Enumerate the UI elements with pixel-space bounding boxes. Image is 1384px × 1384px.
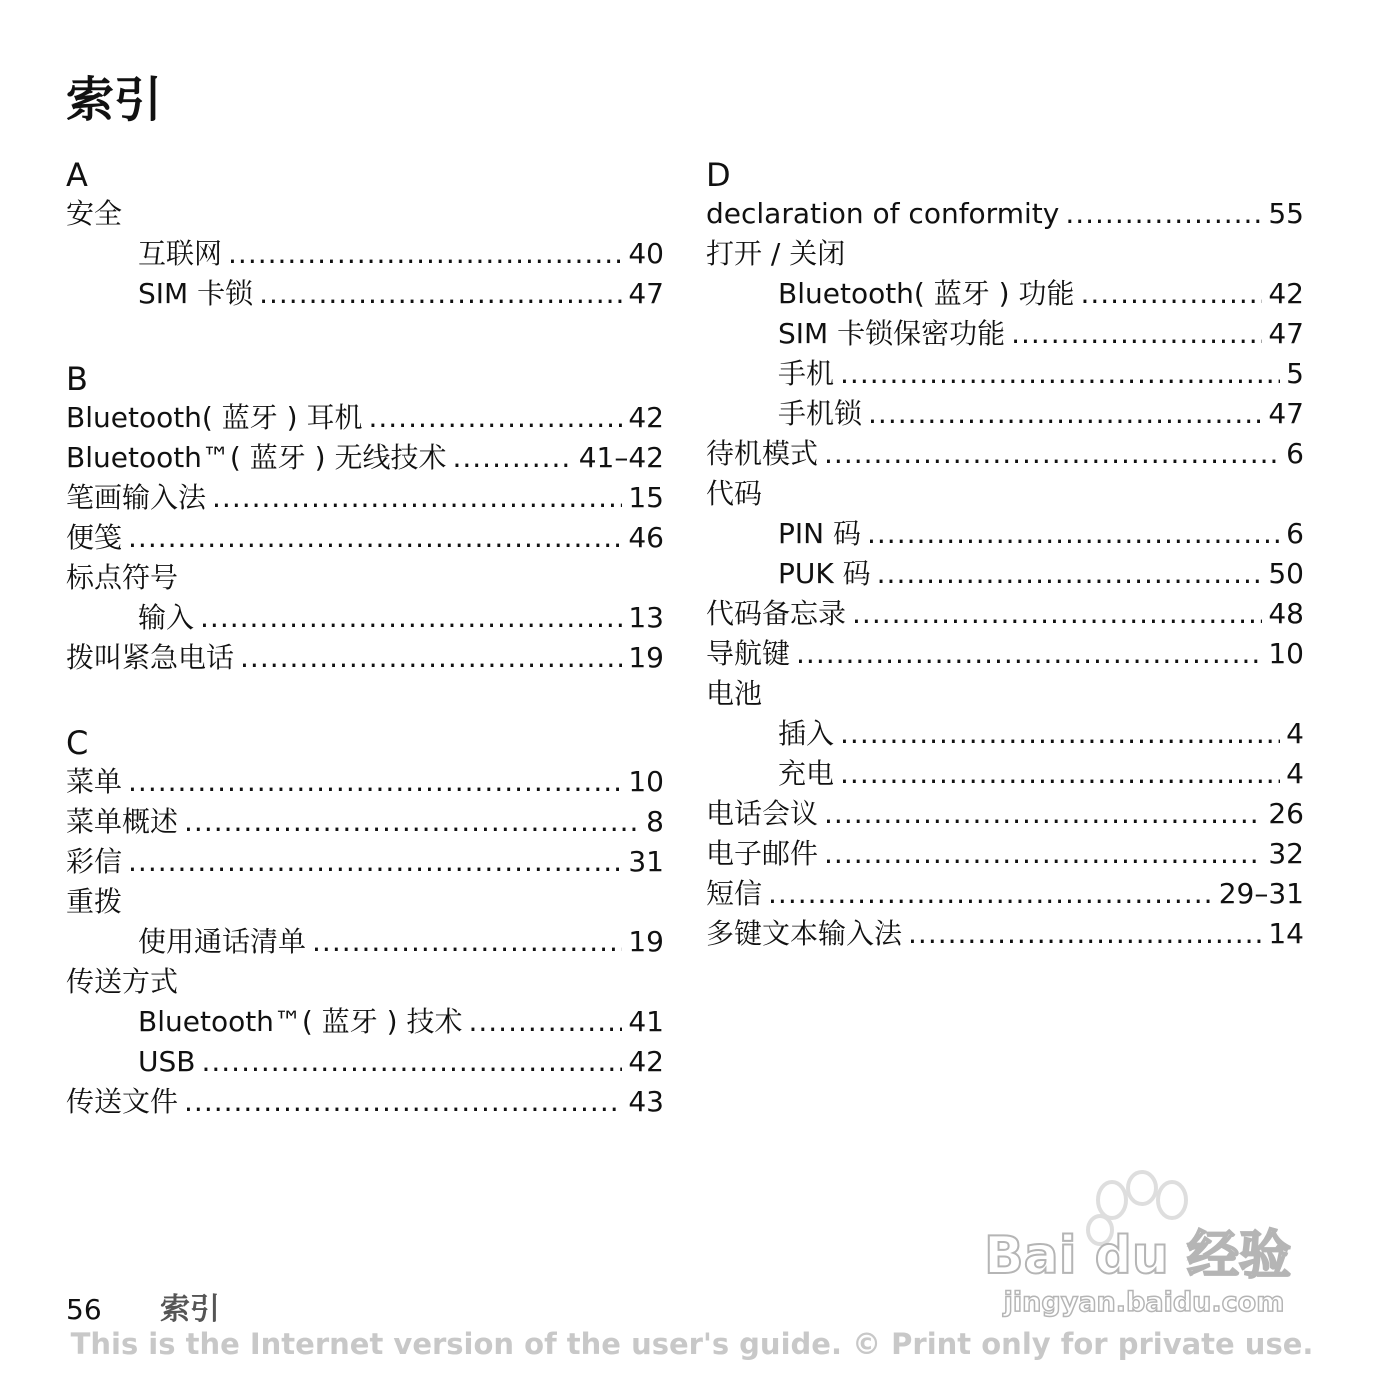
page-title: 索引	[66, 72, 163, 128]
index-entry-label: 传送文件	[66, 1085, 179, 1118]
index-entry-label: Bluetooth( 蓝牙 ) 功能	[778, 277, 1075, 310]
index-entry-label: 使用通话清单	[138, 925, 307, 958]
dot-leader	[824, 794, 1262, 834]
dot-leader	[128, 842, 622, 882]
index-entry-label: 电子邮件	[706, 837, 819, 870]
index-entry-label: 短信	[706, 877, 763, 910]
index-entry-label: 手机锁	[778, 397, 863, 430]
index-letter-b: B	[66, 360, 88, 398]
index-entry-page: 29–31	[1218, 877, 1304, 910]
index-entry-page: 31	[628, 845, 664, 878]
index-entry-heading: 重拨	[66, 885, 123, 918]
index-entry	[706, 834, 1304, 874]
index-entry-label: SIM 卡锁	[138, 277, 254, 310]
dot-leader	[868, 394, 1262, 434]
index-entry-heading: 电池	[706, 677, 763, 710]
index-entry-label: 彩信	[66, 845, 123, 878]
index-entry-heading: 代码	[706, 477, 763, 510]
dot-leader	[228, 234, 622, 274]
dot-leader	[184, 1082, 622, 1122]
index-letter-c: C	[66, 724, 89, 762]
index-group-b	[66, 398, 664, 678]
index-entry-label: 笔画输入法	[66, 481, 207, 514]
index-letter-d: D	[706, 156, 731, 194]
index-subentry	[66, 274, 664, 314]
index-entry-page: 48	[1268, 597, 1304, 630]
index-entry-label: 手机	[778, 357, 835, 390]
index-subentry	[706, 714, 1304, 754]
index-entry-label: 菜单概述	[66, 805, 179, 838]
index-entry-page: 15	[628, 481, 664, 514]
dot-leader	[240, 638, 622, 678]
index-entry-heading: 安全	[66, 197, 123, 230]
index-entry-label: 便笺	[66, 521, 123, 554]
index-entry-label: USB	[138, 1045, 196, 1078]
index-entry-page: 4	[1286, 717, 1304, 750]
dot-leader	[452, 438, 572, 478]
footer-section-title: 索引	[160, 1292, 220, 1327]
index-subentry	[706, 274, 1304, 314]
dot-leader	[184, 802, 640, 842]
index-entry-label: Bluetooth™( 蓝牙 ) 无线技术	[66, 441, 447, 474]
index-group-a	[66, 194, 664, 314]
index-group-d	[706, 194, 1304, 954]
dot-leader	[468, 1002, 622, 1042]
dot-leader	[128, 762, 622, 802]
dot-leader	[368, 398, 622, 438]
index-entry-page: 42	[628, 401, 664, 434]
index-entry	[706, 794, 1304, 834]
dot-leader	[840, 354, 1280, 394]
dot-leader	[908, 914, 1262, 954]
dot-leader	[852, 594, 1262, 634]
index-entry-page: 13	[628, 601, 664, 634]
index-entry	[66, 438, 664, 478]
index-entry-page: 19	[628, 925, 664, 958]
index-entry	[66, 1082, 664, 1122]
index-subentry	[706, 314, 1304, 354]
index-entry-page: 32	[1268, 837, 1304, 870]
index-entry-page: 8	[646, 805, 664, 838]
index-subentry	[706, 394, 1304, 434]
index-entry-heading: 标点符号	[66, 561, 179, 594]
dot-leader	[1011, 314, 1262, 354]
index-entry-label: 代码备忘录	[706, 597, 847, 630]
index-entry	[706, 434, 1304, 474]
index-entry-label: 插入	[778, 717, 835, 750]
index-entry	[66, 638, 664, 678]
index-entry-page: 19	[628, 641, 664, 674]
dot-leader	[840, 754, 1280, 794]
dot-leader	[867, 514, 1280, 554]
index-entry	[66, 802, 664, 842]
index-entry-page: 10	[1268, 637, 1304, 670]
index-entry	[706, 634, 1304, 674]
index-letter-a: A	[66, 156, 88, 194]
index-entry-page: 43	[628, 1085, 664, 1118]
index-entry-page: 4	[1286, 757, 1304, 790]
index-entry-page: 46	[628, 521, 664, 554]
dot-leader	[768, 874, 1213, 914]
dot-leader	[824, 834, 1262, 874]
index-entry	[66, 842, 664, 882]
index-entry-page: 14	[1268, 917, 1304, 950]
index-subentry	[66, 234, 664, 274]
index-entry-page: 41	[628, 1005, 664, 1038]
index-entry	[706, 874, 1304, 914]
index-subentry	[66, 922, 664, 962]
index-entry-label: 输入	[138, 601, 195, 634]
dot-leader	[212, 478, 622, 518]
index-entry-page: 5	[1286, 357, 1304, 390]
index-subentry	[66, 1002, 664, 1042]
index-entry-label: 电话会议	[706, 797, 819, 830]
index-column-right	[706, 148, 1304, 954]
dot-leader	[824, 434, 1280, 474]
dot-leader	[877, 554, 1263, 594]
dot-leader	[312, 922, 622, 962]
index-entry	[66, 762, 664, 802]
dot-leader	[1065, 194, 1262, 234]
index-entry	[706, 914, 1304, 954]
watermark-url: jingyan.baidu.com	[1003, 1287, 1285, 1318]
index-entry-page: 40	[628, 237, 664, 270]
index-entry	[66, 478, 664, 518]
index-entry-page: 26	[1268, 797, 1304, 830]
index-entry-page: 6	[1286, 517, 1304, 550]
index-entry	[66, 518, 664, 558]
index-entry-page: 42	[1268, 277, 1304, 310]
index-group-c	[66, 762, 664, 1122]
index-entry-heading: 传送方式	[66, 965, 179, 998]
index-entry-label: declaration of conformity	[706, 197, 1060, 230]
index-subentry	[706, 554, 1304, 594]
index-subentry	[706, 514, 1304, 554]
index-entry-label: SIM 卡锁保密功能	[778, 317, 1006, 350]
index-entry-label: 导航键	[706, 637, 791, 670]
index-entry-label: Bluetooth™( 蓝牙 ) 技术	[138, 1005, 463, 1038]
index-entry-page: 47	[1268, 317, 1304, 350]
dot-leader	[796, 634, 1262, 674]
index-entry-label: 多键文本输入法	[706, 917, 903, 950]
index-entry-label: 菜单	[66, 765, 123, 798]
footer-page-number: 56	[66, 1293, 102, 1326]
dot-leader	[200, 598, 622, 638]
index-entry-page: 6	[1286, 437, 1304, 470]
index-entry	[706, 594, 1304, 634]
index-entry-page: 42	[628, 1045, 664, 1078]
dot-leader	[1080, 274, 1262, 314]
index-entry-label: PUK 码	[778, 557, 871, 590]
index-entry-label: PIN 码	[778, 517, 861, 550]
index-entry-label: 拨叫紧急电话	[66, 641, 235, 674]
watermark-brand: Bai du 经验	[984, 1226, 1291, 1286]
index-entry-page: 47	[628, 277, 664, 310]
index-entry-label: 充电	[778, 757, 835, 790]
dot-leader	[201, 1042, 622, 1082]
index-column-left	[66, 148, 664, 1122]
index-entry-label: 互联网	[138, 237, 223, 270]
dot-leader	[128, 518, 622, 558]
dot-leader	[840, 714, 1280, 754]
index-entry-label: 待机模式	[706, 437, 819, 470]
index-subentry	[706, 354, 1304, 394]
index-entry-page: 41–42	[578, 441, 664, 474]
footer-disclaimer: This is the Internet version of the user's guide. © Print only for private use.	[70, 1327, 1314, 1361]
index-entry-page: 10	[628, 765, 664, 798]
index-subentry	[706, 754, 1304, 794]
index-entry-page: 55	[1268, 197, 1304, 230]
index-entry-page: 50	[1268, 557, 1304, 590]
index-entry-label: Bluetooth( 蓝牙 ) 耳机	[66, 401, 363, 434]
index-entry-page: 47	[1268, 397, 1304, 430]
index-entry	[706, 194, 1304, 234]
index-entry	[66, 398, 664, 438]
index-entry-heading: 打开 / 关闭	[706, 237, 846, 270]
index-subentry	[66, 598, 664, 638]
dot-leader	[259, 274, 622, 314]
index-subentry	[66, 1042, 664, 1082]
